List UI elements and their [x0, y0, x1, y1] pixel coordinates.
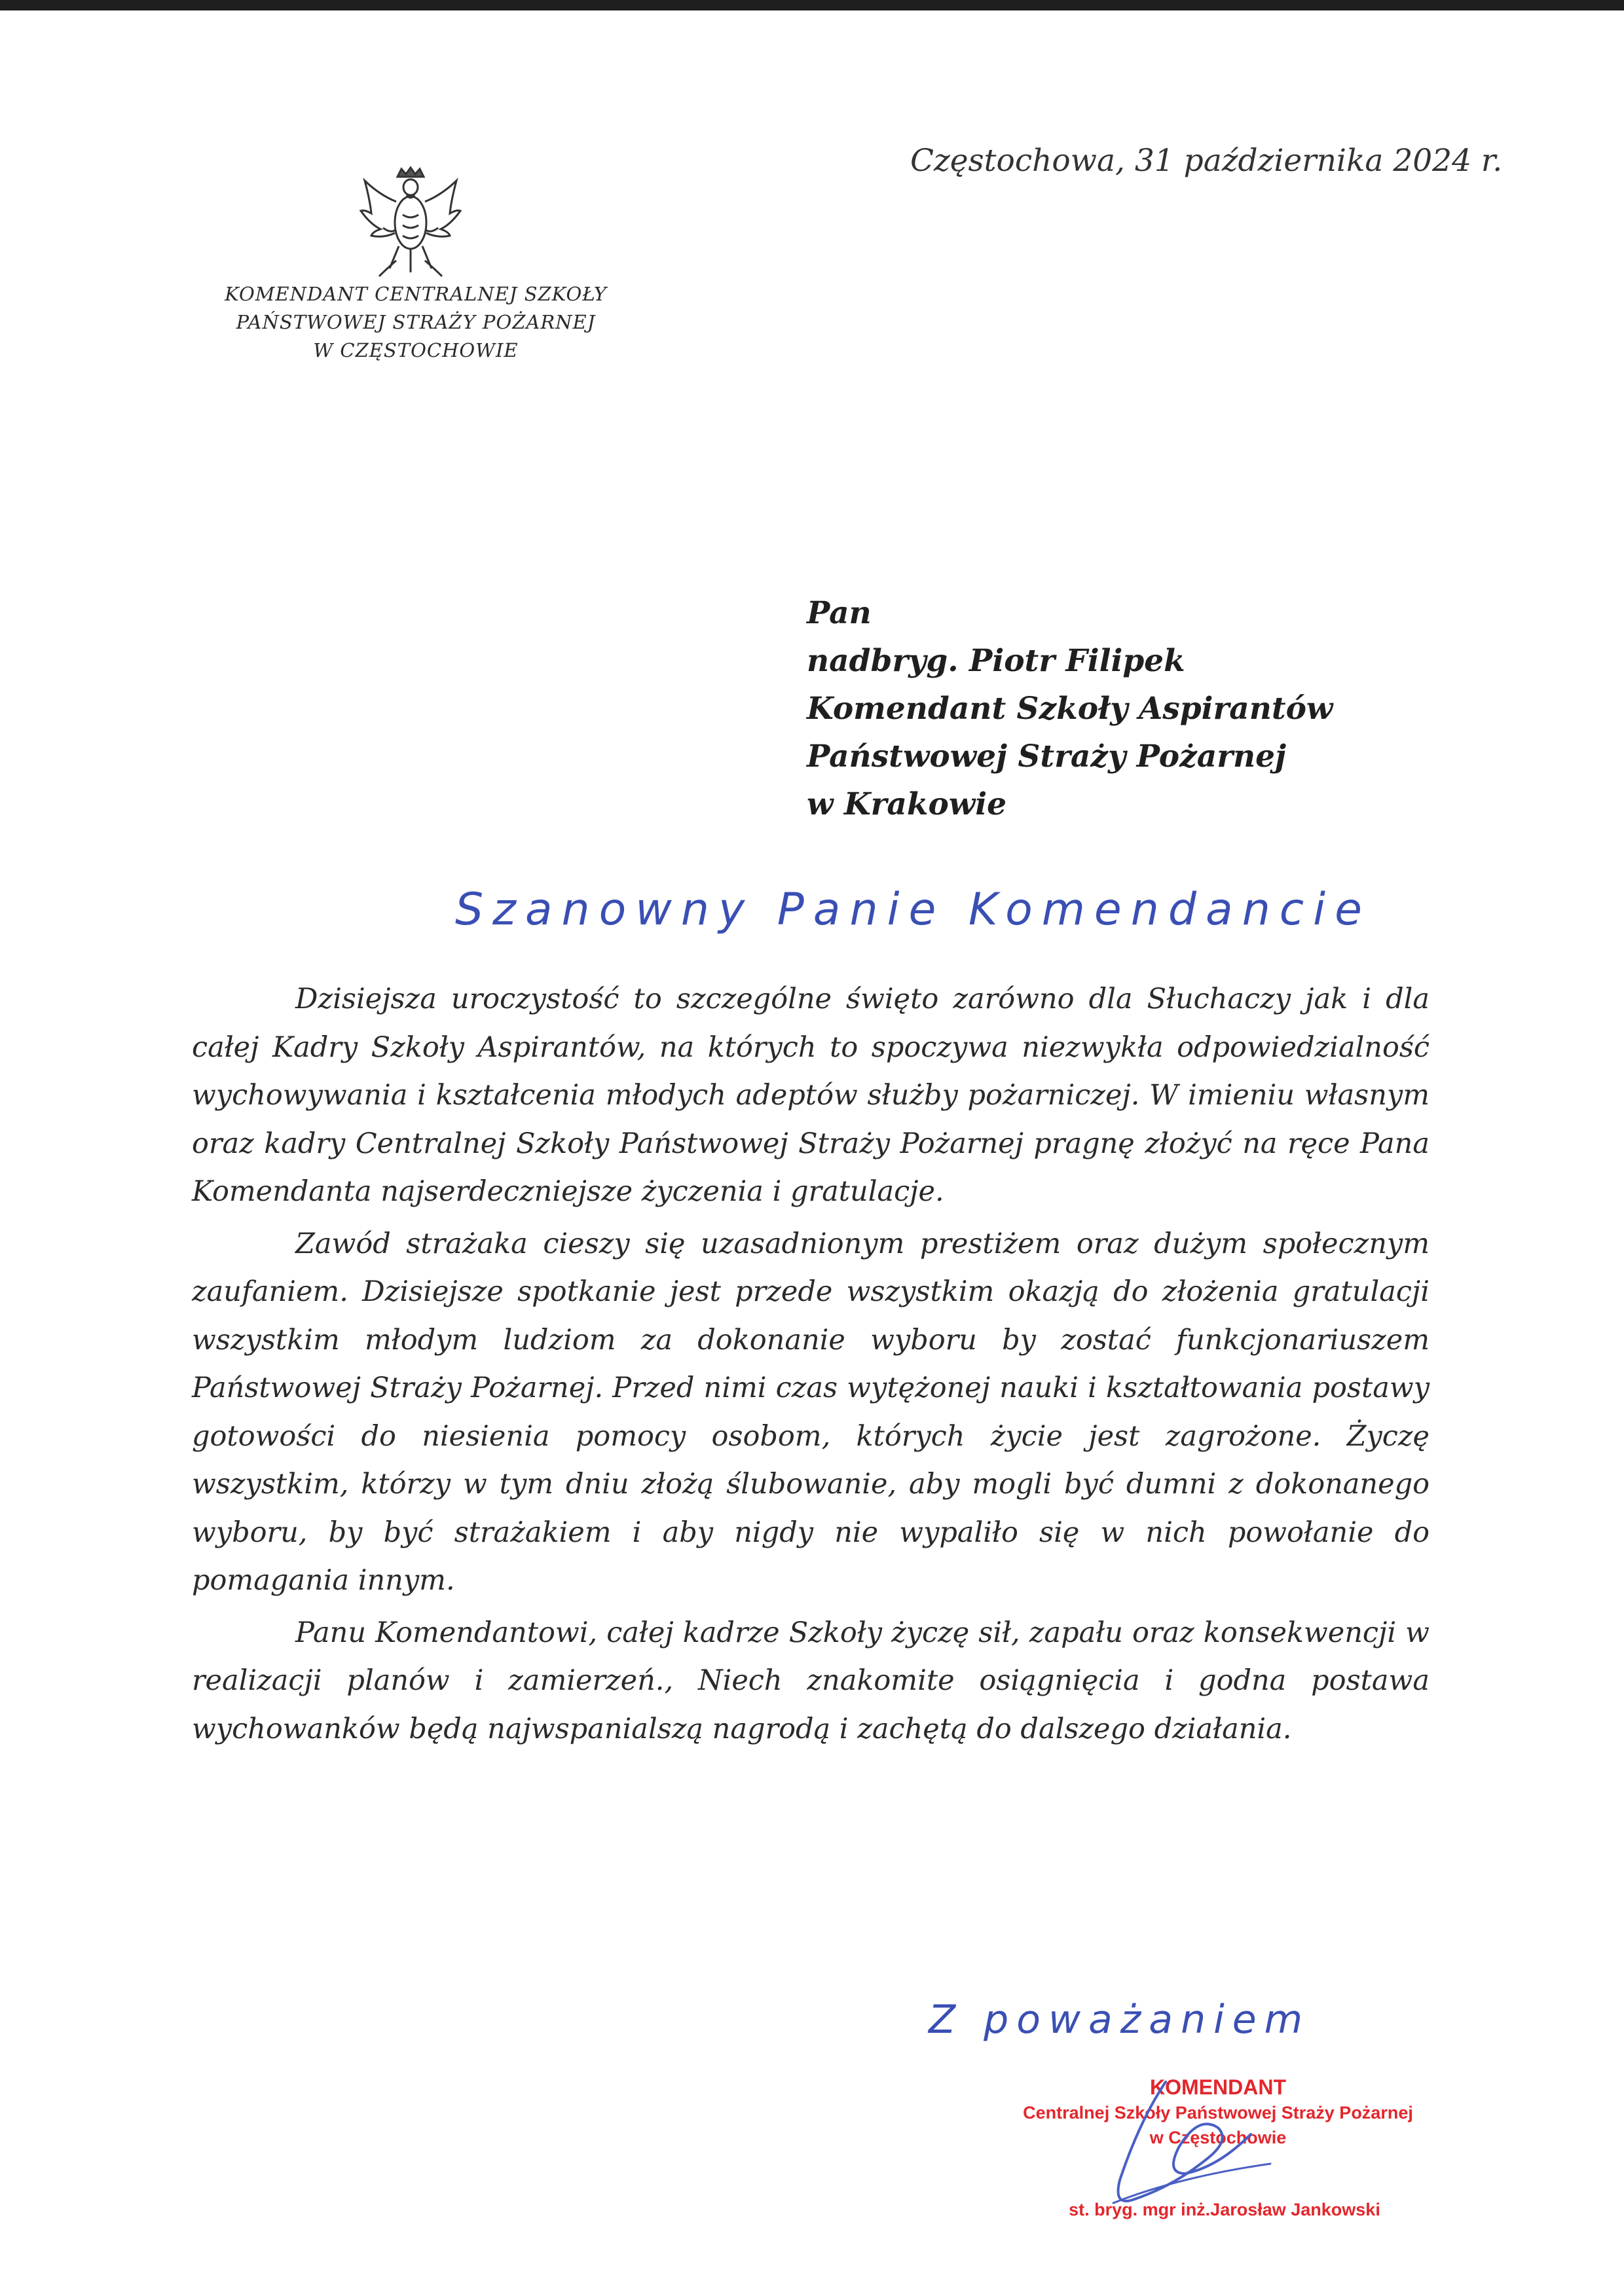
stamp-title: KOMENDANT [1150, 2075, 1286, 2099]
handwritten-greeting: Szanowny Panie Komendancie [455, 884, 1371, 936]
polish-eagle-emblem-icon [357, 162, 465, 287]
recipient-line: w Krakowie [807, 786, 1007, 822]
body-paragraph: Zawód strażaka cieszy się uzasadnionym prestiżem oraz dużym społecznym zaufaniem. Dzisiejsze spotkanie jest przede wszystkim okazją do złożenia gratulacji wszystkim młodym ludziom za dokonanie wyboru by zostać funkcjonariuszem Państwowej Straży Pożarnej. Przed nimi czas wytężonej nauki i kształtowania postawy gotowości do niesienia pomocy osobom, których życie jest zagrożone. Życzę wszystkim, którzy w tym dniu złożą ślubowanie, aby mogli być dumni z dokonanego wyboru, by być strażakiem i aby nigdy nie wypaliło się w nich powołanie do pomagania innym. [192, 1227, 1430, 1597]
letter-body [192, 975, 1430, 1757]
stamp-line: w Częstochowie [1149, 2128, 1287, 2147]
recipient-line: Komendant Szkoły Aspirantów [807, 691, 1333, 727]
stamp-line: Centralnej Szkoły Państwowej Straży Pożarnej [1023, 2103, 1413, 2123]
page-top-border [0, 0, 1624, 10]
recipient-line: Pan [807, 595, 872, 631]
recipient-address [807, 589, 1462, 828]
recipient-line: nadbryg. Piotr Filipek [807, 643, 1185, 679]
body-paragraph: Dzisiejsza uroczystość to szczególne święto zarówno dla Słuchaczy jak i dla całej Kadry Szkoły Aspirantów, na których to spoczywa niezwykła odpowiedzialność wychowywania i kształcenia młodych adeptów służby pożarniczej. W imieniu własnym oraz kadry Centralnej Szkoły Państwowej Straży Pożarnej pragnę złożyć na ręce Pana Komendanta najserdeczniejsze życzenia i gratulacje. [192, 983, 1430, 1208]
sender-line: PAŃSTWOWEJ STRAŻY POŻARNEJ [236, 311, 596, 333]
sender-heading [190, 280, 642, 365]
sender-line: KOMENDANT CENTRALNEJ SZKOŁY [225, 283, 607, 305]
sender-line: W CZĘSTOCHOWIE [313, 339, 519, 361]
place-and-date: Częstochowa, 31 października 2024 r. [910, 143, 1503, 179]
handwritten-closing: Z poważaniem [929, 1997, 1311, 2043]
recipient-line: Państwowej Straży Pożarnej [807, 738, 1287, 774]
handwritten-signature [1035, 2062, 1323, 2232]
body-paragraph: Panu Komendantowi, całej kadrze Szkoły życzę sił, zapału oraz konsekwencji w realizacji planów i zamierzeń., Niech znakomite osiągnięcia i godna postawa wychowanków będą najwspanialszą nagrodą i zachętą do dalszego działania. [192, 1616, 1430, 1745]
stamp-signatory: st. bryg. mgr inż.Jarosław Jankowski [1069, 2200, 1380, 2219]
